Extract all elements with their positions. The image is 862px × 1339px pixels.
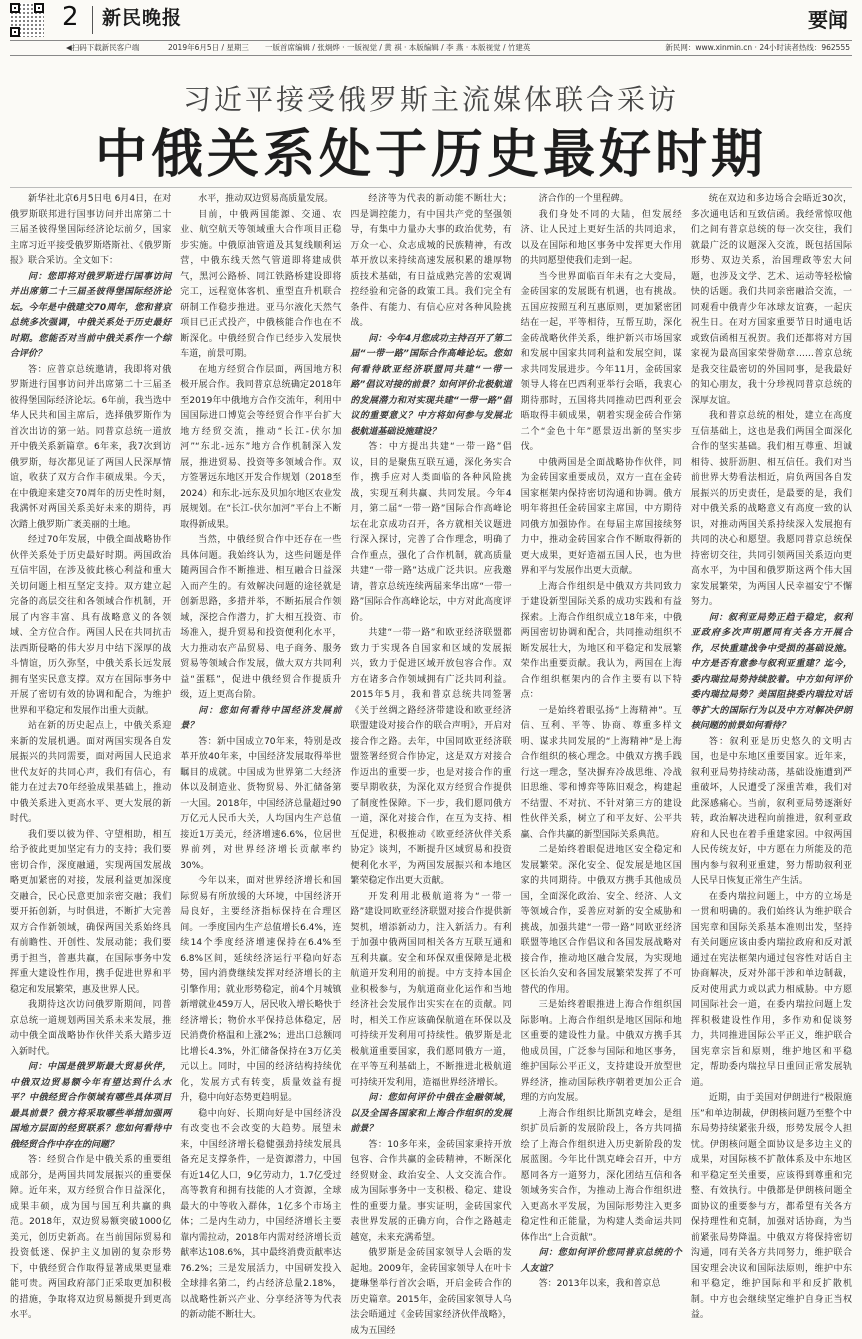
interview-question: 问：今年4月您成功主持召开了第二届“一带一路”国际合作高峰论坛。您如何看待欧亚经济联盟同共建“一带一路”倡议对接的前景？如何评价北极航道的发展潜力和对实现共建“一带一路”倡议的重要意义？中方将如何参与发展北极航道基础设施建设？ xyxy=(350,333,512,437)
paragraph: 一是始终着眼弘扬“上海精神”。互信、互利、平等、协商、尊重多样文明、谋求共同发展的“上海精神”是上海合作组织的核心理念。中俄双方携手践行这一理念，坚决摒弃冷战思维、冷战旧思维、零和博弈等陈旧观念，构建起不结盟、不对抗、不针对第三方的建设性伙伴关系，树立了和平友好、公平共赢、合作共赢的新型国际关系典范。 xyxy=(520,705,682,840)
paragraph: 共建“一带一路”和欧亚经济联盟都致力于实现各自国家和区域的发展振兴，致力于促进区域开放包容合作。双方在诸多合作领域拥有广泛共同利益。2015年5月，我和普京总统共同签署《关于丝绸之路经济带建设和欧亚经济联盟建设对接合作的联合声明》，开启对接合作之路。去年，中国同欧亚经济联盟签署经贸合作协定，这是双方对接合作迈出的重要一步，也是对接合作的重要早期收获，为深化双方经贸合作提供了制度性保障。下一步，我们愿同俄方一道，深化对接合作，在互为支持、相互促进，积极推动《欧亚经济伙伴关系协定》谈判，不断提升区域贸易和投资便利化水平，为两国发展振兴和本地区繁荣稳定作出更大贡献。 xyxy=(350,628,512,886)
paragraph: 经过70年发展，中俄全面战略协作伙伴关系处于历史最好时期。两国政治互信牢固，在涉及彼此核心利益和重大关切问题上相互坚定支持。双方建立起完备的高层交往和各领域合作机制，开展了内容丰富、具有战略意义的各领域、全方位合作。两国人民在共同抗击法西斯侵略的伟大岁月中结下深厚的战斗情谊，历久弥坚，中俄关系长远发展拥有坚实民意支撑。双方在国际事务中开展了密切有效的协调和配合，为维护世界和平稳定和发展作出重大贡献。 xyxy=(10,535,172,716)
editor-credits: 一版首席编辑 / 张炯烨 · 一版视觉 / 黄 祺 · 本版编辑 / 李 燕 · 本版视觉 / 竹建英 xyxy=(265,43,531,52)
text-column xyxy=(350,192,512,1336)
interview-question: 问：您如何看待中国经济发展前景？ xyxy=(180,705,342,731)
paragraph: 近期，由于美国对伊朗进行“极限施压”和单边制裁，伊朗核问题乃至整个中东局势持续紧张升级，形势发展令人担忧。伊朗核问题全面协议是多边主义的成果，对国际核不扩散体系及中东地区和平稳定至关重要，应该得到尊重和完整、有效执行。中俄都是伊朗核问题全面协议的重要参与方，都希望有关各方保持理性和克制，加强对话协商，为当前紧张局势降温。中俄双方将保持密切沟通，同有关各方共同努力，维护联合国安理会决议和国际法原则，维护中东和平稳定，维护国际和平和反扩散机制。中方也会继续坚定维护自身正当权益。 xyxy=(690,1093,853,1320)
interview-question: 问：叙利亚局势正趋于稳定，叙利亚政府多次声明愿同有关各方开展合作，尽快重建战争中受损的基础设施。中方是否有意参与叙利亚重建？迄今，委内瑞拉局势持续胶着。中方如何评价委内瑞拉局势？美国阻挠委内瑞拉对话等扩大的国际行为以及中方对解决伊朗核问题的前景如何看待？ xyxy=(690,612,853,731)
article-kicker: 习近平接受俄罗斯主流媒体联合采访 xyxy=(182,83,679,116)
paragraph: 济合作的一个里程碑。 xyxy=(538,194,629,204)
paragraph: 开发利用北极航道将为“一带一路”建设同欧亚经济联盟对接合作提供新契机，增添新动力，注入新活力。有利于加强中俄两国同相关各方互联互通和互利共赢。安全和环保双重保障是北极航道开发利用的前提。中方支持本国企业积极参与，为航道商业化运作和当地经济社会发展作出实实在在的贡献。同时，相关工作应该确保航道在环保以及可持续开发利用可持续性。俄罗斯是北极航道重要国家，我们愿同俄方一道，在平等互利基础上，不断推进北极航道可持续开发利用，造福世界经济增长。 xyxy=(350,891,512,1088)
paragraph: 新华社北京6月5日电 6月4日，在对俄罗斯联邦进行国事访问并出席第二十三届圣彼得堡国际经济论坛前夕，国家主席习近平接受俄罗斯塔斯社、《俄罗斯报》联合采访。全文如下： xyxy=(10,194,172,266)
paragraph: 答：新中国成立70年来，特别是改革开放40年来，中国经济发展取得举世瞩目的成就。中国成为世界第二大经济体以及制造业、货物贸易、外汇储备第一大国。2018年，中国经济总量超过90万亿元人民币大关，人均国内生产总值接近1万美元，经济增速6.6%，位居世界前列，对世界经济增长贡献率约30%。 xyxy=(180,736,342,871)
paragraph: 统在双边和多边场合会晤近30次，多次通电话和互致信函。我经常惊叹他们之间有普京总统的每一次交往，我们就最广泛的议题深入交流，既包括国际形势、双边关系，治国理政等宏大问题，也涉及文学、艺术、运动等轻松愉快的话题。我们共同亲密融洽交流，一同观看中俄青少年冰球友谊赛，一起庆祝生日。在对方国家重要节日时通电话或致信函相互祝贺。我们还都将对方国家视为最高国家荣誉勋章……普京总统是我交往最密切的外国同事，是我最好的知心朋友，我十分珍视同普京总统的深厚友谊。 xyxy=(690,194,853,406)
text-column xyxy=(520,192,682,1289)
paragraph: 我们要以彼为伴、守望相助，相互给予彼此更加坚定有力的支持；我们要密切合作，深度融通，实现两国发展战略更加紧密的对接，发展利益更加深度交融合，民心民意更加亲密交融；我们要开拓创新，与时俱进，不断扩大完善双方合作新领域，确保两国关系始终具有前瞻性、开创性、发展动能；我们要勇于担当，普惠共赢，在国际事务中发挥重大建设性作用，携手促进世界和平稳定和发展繁荣，惠及世界人民。 xyxy=(10,829,172,995)
website-hotline: 新民网：www.xinmin.cn · 24小时读者热线：962555 xyxy=(665,43,850,52)
paragraph: 今年以来，面对世界经济增长和国际贸易有所放缓的大环境，中国经济开局良好，主要经济指标保持在合理区间。一季度国内生产总值增长6.4%，连续14个季度经济增速保持在6.4%至6.8%区间，延续经济运行平稳向好态势，国内消费继续发挥对经济增长的主引擎作用；就业形势稳定，前4个月城镇新增就业459万人，居民收入增长略快于经济增长；物价水平保持总体稳定，居民消费价格温和上涨2%；进出口总额同比增长4.3%，外汇储备保持在3万亿美元以上。同时，中国的经济结构持续优化，发展方式有转变，质量效益有提升，稳中向好态势更趋明显。 xyxy=(180,876,342,1103)
paragraph: 中俄两国是全面战略协作伙伴，同为金砖国家重要成员，双方一直在金砖国家框架内保持密切沟通和协调。俄方明年将担任金砖国家主席国，中方期待同俄方加强协作。在每届主席国接续努力中，推动金砖国家合作不断取得新的更大成果，更好造福五国人民，也为世界和平与发展作出更大贡献。 xyxy=(520,457,682,576)
divider xyxy=(10,187,852,188)
paragraph: 上海合作组织是中俄双方共同致力于建设新型国际关系的成功实践和有益探索。上海合作组织成立18年来，中俄两国密切协调和配合，共同推动组织不断发展壮大，为地区和平稳定和发展繁荣作出重要贡献。我认为，两国在上海合作组织框架内的合作主要有以下特点： xyxy=(520,581,682,700)
paragraph: 我期待这次访问俄罗斯期间，同普京总统一道规划两国关系未来发展，推动中俄全面战略协作伙伴关系大踏步迈入新时代。 xyxy=(10,1000,172,1057)
paragraph: 在地方经贸合作层面，两国地方积极开展合作。我同普京总统确定2018年至2019年中俄地方合作交流年，利用中国国际进口博览会等经贸合作平台扩大地方经贸交流，推动“长江-伏尔加河”“东北-远东”地方合作机制深入发展，推进贸易、投资等多领域合作。双方签署远东地区开发合作规划（2018至2024）和东北-远东及贝加尔地区农业发展规划。在“长江-伏尔加河”平台上不断取得新成果。 xyxy=(180,364,342,530)
paragraph: 稳中向好、长期向好是中国经济没有改变也不会改变的大趋势。展望未来，中国经济增长稳健强劲持续发展具备充足支撑条件，一是资源潜力，中国有近14亿人口，9亿劳动力，1.7亿受过高等教育和拥有技能的人才资源，全球最大的中等收入群体，1亿多个市场主体；二是内生动力，中国经济增长主要靠内需拉动，2018年内需对经济增长贡献率达108.6%，其中最终消费贡献率达76.2%；三是发展活力，中国研发投入全球排名第二，约占经济总量2.18%，以战略性新兴产业、分享经济等为代表的新动能不断壮大。 xyxy=(180,1108,342,1320)
section-title: 要闻 xyxy=(808,8,848,32)
text-column xyxy=(10,192,172,1320)
interview-question: 问：您即将对俄罗斯进行国事访问并出席第二十三届圣彼得堡国际经济论坛。今年是中俄建交70周年，您和普京总统多次强调，中俄关系处于历史最好时期。您能否对当前中俄关系作一个综合评价？ xyxy=(10,271,172,359)
interview-question: 问：您如何评价中俄在金融领域，以及全国各国家和上海合作组织的发展前景？ xyxy=(350,1093,512,1134)
paragraph: 在委内瑞拉问题上，中方的立场是一贯和明确的。我们始终认为维护联合国宪章和国际关系基本准则出发，坚持有关问题应该由委内瑞拉政府和反对派通过在宪法框架内通过包容性对话自主协商解决，反对外部干涉和单边制裁，反对使用武力或以武力相威胁。中方愿同国际社会一道，在委内瑞拉问题上发挥积极建设性作用，多作劝和促谈努力，共同推进国际公平正义，维护联合国宪章宗旨和原则，维护地区和平稳定，帮助委内瑞拉早日重回正常发展轨道。 xyxy=(690,891,853,1088)
app-download-link[interactable]: ◀扫码下载新民客户端 xyxy=(66,43,140,52)
interview-question: 问：您如何评价您同普京总统的个人友谊？ xyxy=(520,1248,682,1274)
paragraph: 答：叙利亚是历史悠久的文明古国，也是中东地区重要国家。近年来，叙利亚局势持续动荡，基础设施遭到严重破坏，人民遭受了深重苦难，我们对此深感痛心。当前，叙利亚局势逐渐好转，政治解决进程向前推进，叙利亚政府和人民也在着手重建家园。中叙两国人民传统友好，中方愿在力所能及的范围内参与叙利亚重建，努力帮助叙利亚人民早日恢复正常生产生活。 xyxy=(690,736,853,886)
divider xyxy=(92,6,93,34)
paragraph: 站在新的历史起点上，中俄关系迎来新的发展机遇。面对两国实现各自发展振兴的共同需要，面对两国人民追求世代友好的共同心声，我们有信心，有能力在过去70年经验成果基础上，推动中俄关系进入更高水平、更大发展的新时代。 xyxy=(10,721,172,824)
issue-date: 2019年6月5日 / 星期三 xyxy=(168,43,249,52)
qr-code-icon[interactable] xyxy=(10,3,44,37)
paragraph: 俄罗斯是金砖国家领导人会晤的发起地。2009年，金砖国家领导人在叶卡捷琳堡举行首次会晤，开启金砖合作的历史篇章。2015年，金砖国家领导人乌法会晤通过《金砖国家经济伙伴战略》，成为五国经 xyxy=(350,1248,512,1336)
paragraph: 答：中方提出共建“一带一路”倡议，目的是聚焦互联互通，深化务实合作，携手应对人类面临的各种风险挑战，实现互利共赢、共同发展。今年4月，第二届“一带一路”国际合作高峰论坛在北京成功召开，各方就相关议题进行深入探讨，完善了合作理念，明确了合作重点，强化了合作机制，就高质量共建“一带一路”达成广泛共识。应我邀请，普京总统连续两届来华出席“一带一路”国际合作高峰论坛，中方对此高度评价。 xyxy=(350,442,512,623)
paragraph: 答：2013年以来，我和普京总 xyxy=(538,1279,661,1289)
paragraph: 二是始终着眼促进地区安全稳定和发展繁荣。深化安全、促发展是地区国家的共同期待。中俄双方携手其他成员国，全面深化政治、安全、经济、人文等领域合作，妥善应对新的安全威胁和挑战，加强共建“一带一路”同欧亚经济联盟等地区合作倡议和各国发展战略对接合作，推动地区融合发展，为实现地区长治久安和各国发展繁荣发挥了不可替代的作用。 xyxy=(520,845,682,995)
paragraph: 经济等为代表的新动能不断壮大；四是调控能力，有中国共产党的坚强领导，有集中力量办大事的政治优势，有万众一心、众志成城的民族精神，有改革开放以来持续高速发展积累的雄厚物质技术基础，有日益成熟完善的宏观调控经验和完备的政策工具。我们完全有条件、有能力、有信心应对各种风险挑战。 xyxy=(350,194,512,328)
paragraph: 答：10多年来，金砖国家秉持开放包容、合作共赢的金砖精神，不断深化经贸财金、政治安全、人文交流合作。成为国际事务中一支积极、稳定、建设性的重要力量。事实证明，金砖国家代表世界发展的正确方向，合作之路越走越宽，未来充满希望。 xyxy=(350,1139,512,1243)
paragraph: 答：应普京总统邀请，我即将对俄罗斯进行国事访问并出席第二十三届圣彼得堡国际经济论坛。6年前，我当选中华人民共和国主席后，选择俄罗斯作为首次出访的第一站。同普京总统一道放开中俄关系新篇章。6年来，我7次到访俄罗斯，每次都见证了两国人民深厚情谊，收获了双方合作丰硕成果。今天，在中俄迎来建交70周年的历史性时刻，我满怀对两国关系美好未来的期待，再次踏上俄罗斯广袤美丽的土地。 xyxy=(10,364,172,530)
newspaper-name: 新民晚报 xyxy=(102,7,183,29)
paragraph: 上海合作组织比斯凯克峰会，是组织扩员后新的发展阶段上，各方共同描绘了上海合作组织进入历史新阶段的发展蓝图。今年比什凯克峰会召开，中方愿同各方一道努力，深化团结互信和各领域务实合作，为推动上海合作组织进入更高水平发展，为国际形势注入更多稳定性和正能量，为构建人类命运共同体作出“上合贡献”。 xyxy=(520,1108,682,1243)
text-column xyxy=(180,192,342,1320)
paragraph: 我和普京总统的相处，建立在高度互信基础上，这也是我们两国全面深化合作的坚实基础。我们相互尊重、坦诚相待、披肝沥胆、相互信任。我们对当前世界大势看法相近，肩负两国各自发展振兴的历史责任，是最要的是，我们对中俄关系的战略意义有高度一致的认识，对推动两国关系持续深入发展抱有共同的决心和愿望。我愿同普京总统保持密切交往，共同引领两国关系迈向更高水平，为中国和俄罗斯这两个伟大国家发展繁荣，为两国人民幸福安宁不懈努力。 xyxy=(690,411,853,607)
paragraph: 当今世界面临百年未有之大变局，金砖国家的发展既有机遇，也有挑战。五国应按照互利互惠原则，更加紧密团结在一起，平等相待，互帮互助，深化金砖战略伙伴关系，维护新兴市场国家和发展中国家共同利益和发展空间，谋求共同发展进步。今年11月，金砖国家领导人将在巴西利亚举行会晤，我衷心期待那时，五国将共同推动巴西利亚会晤取得丰硕成果，朝着实现金砖合作第二个“金色十年”愿景迈出新的坚实步伐。 xyxy=(520,271,682,452)
paragraph: 水平，推动双边贸易高质量发展。 xyxy=(198,194,334,204)
paragraph: 目前，中俄两国能源、交通、农业、航空航天等领域重大合作项目正稳步实施。中俄原油管道及其复线顺利运营，中俄东线天然气管道即将建成供气，黑河公路桥、同江铁路桥建设即将完工，远程宽体客机、重型直升机联合研制工作稳步推进。亚马尔液化天然气项目已正式投产，中俄核能合作也在不断深化。中俄经贸合作已经步入发展快车道，前景可期。 xyxy=(180,209,342,359)
info-bar xyxy=(10,40,852,56)
paragraph: 当然，中俄经贸合作中还存在一些具体问题。我始终认为，这些问题是伴随两国合作不断推进、相互融合日益深入而产生的。有效解决问题的途径就是创新思路，多措并举，不断拓展合作领域，深挖合作潜力，扩大相互投资、市场准入，提升贸易和投资便利化水平，大力推动农产品贸易、电子商务、服务贸易等领域合作发展，做大双方共同利益“蛋糕”，促进中俄经贸合作提质升级，迈上更高台阶。 xyxy=(180,535,342,700)
paragraph: 答：经贸合作是中俄关系的重要组成部分，是两国共同发展振兴的重要保障。近年来，双方经贸合作日益深化，成果丰硕，成为国与国互利共赢的典范。2018年，双边贸易额突破1000亿美元，创历史新高。在当前国际贸易和投资低迷、保护主义加剧的复杂形势下，中俄经贸合作取得显著成果更显难能可贵。两国政府部门正采取更加积极的措施，争取将双边贸易额提升到更高水平。 xyxy=(10,1155,172,1320)
page-number: 2 xyxy=(62,2,79,32)
paragraph: 三是始终着眼推进上海合作组织国际影响。上海合作组织是地区国际和地区重要的建设性力量。中俄双方携手其他成员国，广泛参与国际和地区事务，维护国际公平正义，支持建设开放型世界经济，推动国际秩序朝着更加公正合理的方向发展。 xyxy=(520,1000,682,1103)
paragraph: 我们身处不同的大陆，但发展经济、让人民过上更好生活的共同追求，以及在国际和地区事务中发挥更大作用的共同愿望使我们走到一起。 xyxy=(520,209,682,266)
text-column xyxy=(690,192,853,1320)
article-body xyxy=(10,192,853,1336)
interview-question: 问：中国是俄罗斯最大贸易伙伴，中俄双边贸易额今年有望达到什么水平？中俄经贸合作领域有哪些具体项目最具前景？俄方将采取哪些举措加强两国地方层面的经贸联系？您如何看待中俄经贸合作中存在的问题？ xyxy=(10,1062,172,1150)
article-headline: 中俄关系处于历史最好时期 xyxy=(94,125,767,185)
masthead xyxy=(0,0,862,38)
